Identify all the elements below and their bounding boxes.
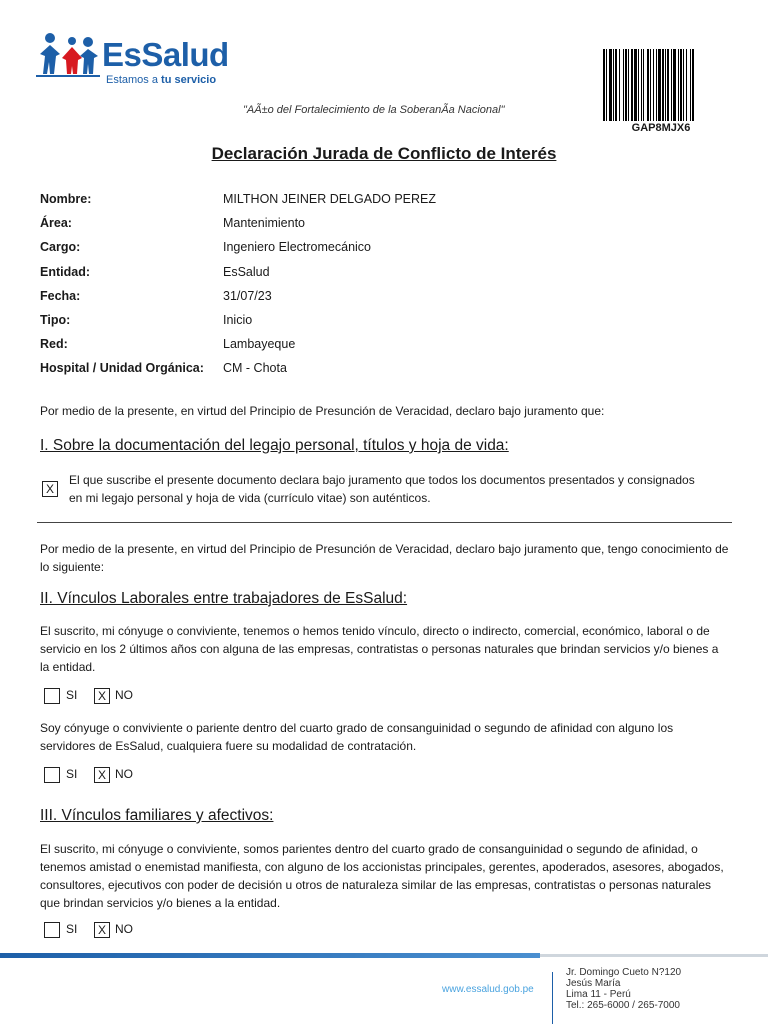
essalud-logo [36, 30, 236, 90]
page-title: Declaración Jurada de Conflicto de Interés [211, 144, 557, 163]
si-label: SI [66, 688, 78, 702]
footer-address: Jr. Domingo Cueto N?120 Jesús María Lima 11 - Perú Tel.: 265-6000 / 265-7000 [566, 967, 682, 1011]
section-3-question-1: El suscrito, mi cónyuge o conviviente, somos parientes dentro del cuarto grado de consanguinidad o segundo de afinidad, o tenemos amistad o enemistad manifiesta, con alguno de los accionistas principales, gerentes, apoderados, asesores, abogados, consultores, ejecutivos con poder de decisión u otros de naturaleza similar de las empresas, contratistas o personas naturales que brindan servicios y/o bienes a la entidad. [40, 842, 724, 910]
intro-paragraph-1: Por medio de la presente, en virtud del Principio de Presunción de Veracidad, declaro bajo juramento que: [40, 404, 605, 418]
brand-name: EsSalud [102, 36, 229, 73]
section-3-heading: III. Vínculos familiares y afectivos: [40, 807, 274, 824]
family-icon [36, 32, 104, 78]
barcode [602, 49, 720, 134]
section-1-text: El que suscribe el presente documento declara bajo juramento que todos los documentos presentados y consignados en mi legajo personal y hoja de vida (currículo vitae) son auténticos. [69, 473, 695, 505]
section-2-heading: II. Vínculos Laborales entre trabajadores de EsSalud: [40, 590, 408, 607]
s3q1-no-checkbox[interactable]: X [94, 922, 110, 938]
section-2-question-2: Soy cónyuge o conviviente o pariente dentro del cuarto grado de consanguinidad o segundo de afinidad con alguno los servidores de EsSalud, cualquiera fuere su modalidad de contratación. [40, 721, 674, 753]
footer-website-link[interactable]: www.essalud.gob.pe [442, 984, 534, 995]
s3q1-si-checkbox[interactable] [44, 922, 60, 938]
intro-paragraph-2: Por medio de la presente, en virtud del Principio de Presunción de Veracidad, declaro bajo juramento que, tengo conocimiento de lo siguiente: [40, 542, 729, 574]
section-1-checkbox[interactable]: X [42, 481, 58, 497]
barcode-bars [602, 49, 720, 121]
si-label: SI [66, 922, 78, 936]
s2q1-no-checkbox[interactable]: X [94, 688, 110, 704]
s2q1-si-checkbox[interactable] [44, 688, 60, 704]
si-label: SI [66, 767, 78, 781]
footer-stripe [0, 953, 768, 958]
section-1-heading: I. Sobre la documentación del legajo personal, títulos y hoja de vida: [40, 437, 509, 454]
brand-tagline: Estamos a tu servicio [106, 74, 217, 86]
section-2-question-1: El suscrito, mi cónyuge o conviviente, tenemos o hemos tenido vínculo, directo o indirecto, comercial, económico, laboral o de servicio en los 2 últimos años con alguna de las empresas, contratistas o personas naturales que brindan servicios y/o bienes a la entidad. [40, 624, 719, 674]
divider [37, 522, 732, 523]
no-label: NO [115, 922, 133, 936]
no-label: NO [115, 688, 133, 702]
no-label: NO [115, 767, 133, 781]
footer-separator [552, 972, 553, 1024]
s2q2-si-checkbox[interactable] [44, 767, 60, 783]
s2q2-no-checkbox[interactable]: X [94, 767, 110, 783]
motto: "AÃ±o del Fortalecimiento de la SoberanÃa Nacional" [243, 104, 505, 116]
barcode-text: GAP8MJX6 [631, 122, 691, 134]
